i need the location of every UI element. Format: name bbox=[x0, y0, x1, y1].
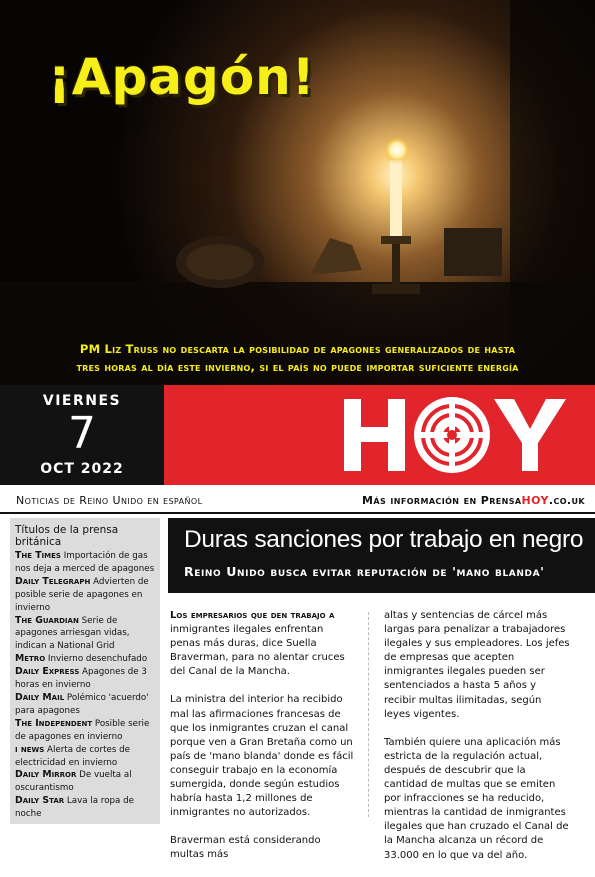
press-item bbox=[15, 550, 161, 576]
press-item bbox=[15, 666, 161, 692]
press-headline: Lava la ropa de noche bbox=[15, 796, 134, 820]
press-headline: Alerta de cortes de electricidad en invierno bbox=[15, 744, 130, 768]
hero-caption-line: PM Liz Truss no descarta la posibilidad de apagones generalizados de hasta bbox=[79, 342, 516, 356]
press-paper: The Times bbox=[15, 550, 61, 561]
article-column-1 bbox=[170, 609, 356, 877]
article-paragraph bbox=[170, 609, 356, 679]
tagline-row bbox=[0, 492, 595, 514]
article-paragraph: También quiere una aplicación más estricta de la regulación actual, después de descubrir que la cantidad de multas que se emiten por infracciones se ha reducido, mientras la cantidad de inmigrantes ilegales que han cruzado el Canal de la Mancha alcanza un récord de 33.000 en lo que va del año. bbox=[384, 736, 569, 861]
website-prefix: Más información en Prensa bbox=[362, 494, 522, 507]
logo-letter-y bbox=[494, 399, 566, 471]
article-paragraph: La ministra del interior ha recibido mal las afirmaciones francesas de que los inmigrantes cruzan el canal porque ven a Gran Bretaña como un país de 'mano blanda' donde es fácil conseguir trabajo en la economía sumergida, donde según estudios habría hasta 1,2 millones de inmigrantes no autorizados. bbox=[170, 694, 354, 819]
website-suffix: .co.uk bbox=[548, 494, 585, 507]
article-text: inmigrantes ilegales enfrentan penas más duras, dice Suella Braverman, para no alentar cruces del Canal de la Mancha. bbox=[170, 624, 345, 678]
website-link[interactable] bbox=[362, 494, 585, 507]
website-brand: HOY bbox=[521, 494, 549, 507]
sidebar-title: Títulos de la prensa británica bbox=[15, 524, 119, 548]
press-item bbox=[15, 795, 161, 821]
hoy-logo bbox=[344, 385, 584, 485]
logo-letter-h-bar bbox=[358, 427, 392, 442]
press-item bbox=[15, 653, 161, 666]
press-paper: Daily Mail bbox=[15, 691, 65, 703]
press-headline: De vuelta al oscurantismo bbox=[15, 770, 132, 794]
article-paragraph: Braverman está considerando multas más bbox=[170, 835, 321, 861]
headline: ¡Apagón! bbox=[48, 48, 316, 106]
article-paragraph: altas y sentencias de cárcel más largas para penalizar a trabajadores ilegales y sus empleadores. Los jefes de empresas que acepten inmigrantes ilegales pueden ser sentenciados a hasta 5 años y recibir multas ilimitadas, según leyes vigentes. bbox=[384, 610, 570, 720]
hero-caption-line: tres horas al día este invierno, si el país no puede importar suficiente energía bbox=[76, 360, 519, 374]
press-item bbox=[15, 576, 161, 615]
press-paper: Daily Mirror bbox=[15, 769, 77, 781]
press-headline: Polémico 'acuerdo' para apagones bbox=[15, 692, 149, 716]
date-month-year: OCT 2022 bbox=[40, 461, 124, 477]
press-paper: The Guardian bbox=[15, 614, 79, 626]
press-item bbox=[15, 692, 161, 718]
date-number: 7 bbox=[68, 408, 96, 459]
article-subtitle: Reino Unido busca evitar reputación de 'mano blanda' bbox=[184, 564, 545, 579]
tagline: Noticias de Reino Unido en español bbox=[16, 494, 203, 507]
press-headline: Serie de apagones arriesgan vidas, indican a National Grid bbox=[15, 615, 130, 652]
article-header bbox=[168, 518, 595, 593]
press-paper: Daily Express bbox=[15, 666, 80, 678]
masthead bbox=[164, 385, 595, 485]
article-title: Duras sanciones por trabajo en negro bbox=[184, 526, 584, 553]
press-headline: Invierno desenchufado bbox=[47, 654, 148, 665]
date-day: VIERNES bbox=[42, 393, 122, 409]
press-item bbox=[15, 769, 161, 795]
press-item bbox=[15, 744, 161, 770]
press-paper: The Independent bbox=[15, 717, 93, 729]
press-headline: Posible serie de apagones en invierno bbox=[15, 718, 150, 742]
press-item bbox=[15, 718, 161, 744]
press-paper: Metro bbox=[15, 653, 46, 665]
press-paper: Daily Telegraph bbox=[15, 575, 91, 587]
press-headlines-sidebar bbox=[10, 518, 160, 824]
article-lead-in: Los empresarios que den trabajo a bbox=[170, 610, 335, 621]
press-paper: Daily Star bbox=[15, 795, 65, 807]
hero-section bbox=[0, 0, 595, 385]
press-headline: Apagones de 3 horas en invierno bbox=[15, 667, 147, 691]
hero-caption bbox=[0, 340, 595, 376]
press-paper: i news bbox=[15, 743, 45, 755]
press-headline: Advierten de posible serie de apagones en invierno bbox=[15, 576, 149, 613]
column-divider bbox=[368, 612, 369, 817]
press-item bbox=[15, 615, 161, 654]
press-headline: Importación de gas nos deja a merced de apagones bbox=[15, 551, 155, 574]
date-block bbox=[0, 385, 164, 485]
article-column-2 bbox=[384, 609, 570, 877]
